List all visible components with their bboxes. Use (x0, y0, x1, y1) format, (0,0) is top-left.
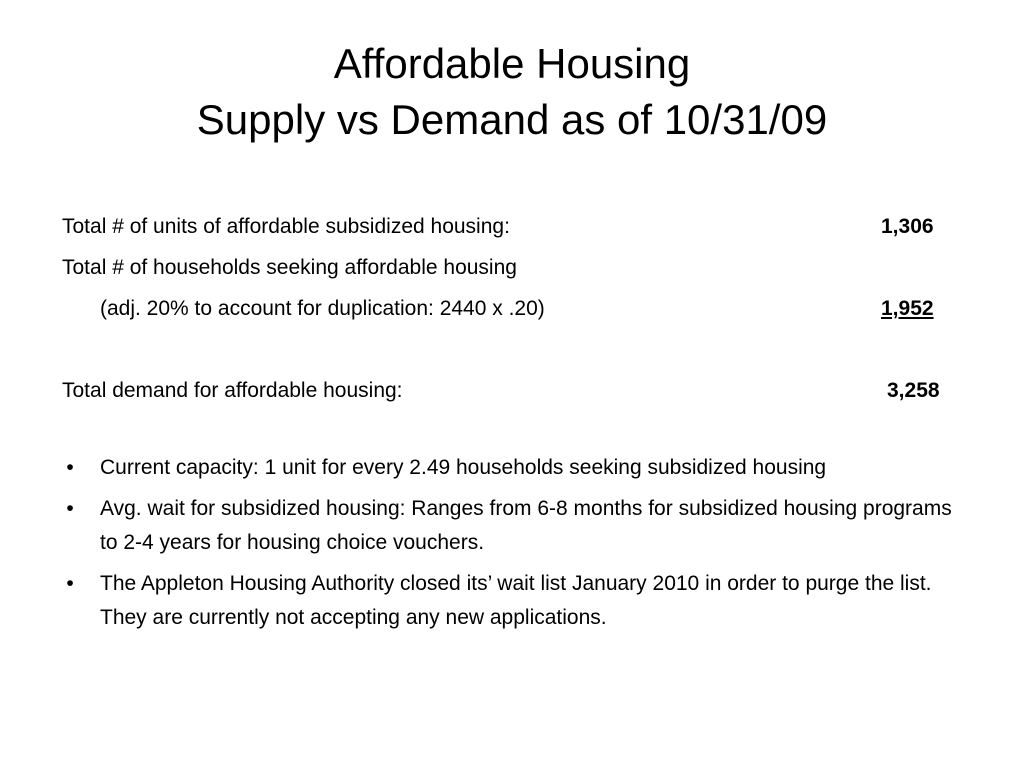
bullet-text-capacity: Current capacity: 1 unit for every 2.49 households seeking subsidized housing (100, 456, 827, 479)
bullet-item-wait-list-closed (62, 567, 962, 635)
bullet-list (62, 451, 962, 642)
stat-label-total-demand: Total demand for affordable housing: (62, 379, 403, 402)
stat-value-households-adjusted: 1,952 (881, 297, 934, 320)
slide-title-line-1: Affordable Housing (333, 40, 691, 87)
stat-value-units-supply: 1,306 (881, 215, 934, 238)
bullet-text-wait-time: Avg. wait for subsidized housing: Ranges from 6-8 months for subsidized housing programs to 2-4 years for housing choice vouchers. (100, 497, 952, 554)
stat-value-total-demand: 3,258 (887, 379, 940, 402)
slide-title-line-2: Supply vs Demand as of 10/31/09 (196, 96, 828, 143)
bullet-marker: • (66, 572, 74, 595)
stat-label-units-supply: Total # of units of affordable subsidized housing: (62, 215, 510, 238)
slide-title (0, 36, 1024, 148)
stat-label-adjustment: (adj. 20% to account for duplication: 2440 x .20) (100, 297, 545, 320)
bullet-item-wait-time (62, 492, 962, 560)
bullet-marker: • (66, 497, 74, 520)
stat-label-households-seeking: Total # of households seeking affordable housing (62, 256, 517, 279)
bullet-item-capacity (62, 451, 962, 485)
bullet-text-wait-list-closed: The Appleton Housing Authority closed its’ wait list January 2010 in order to purge the list. They are currently not accepting any new applications. (100, 572, 932, 629)
bullet-marker: • (66, 456, 74, 479)
